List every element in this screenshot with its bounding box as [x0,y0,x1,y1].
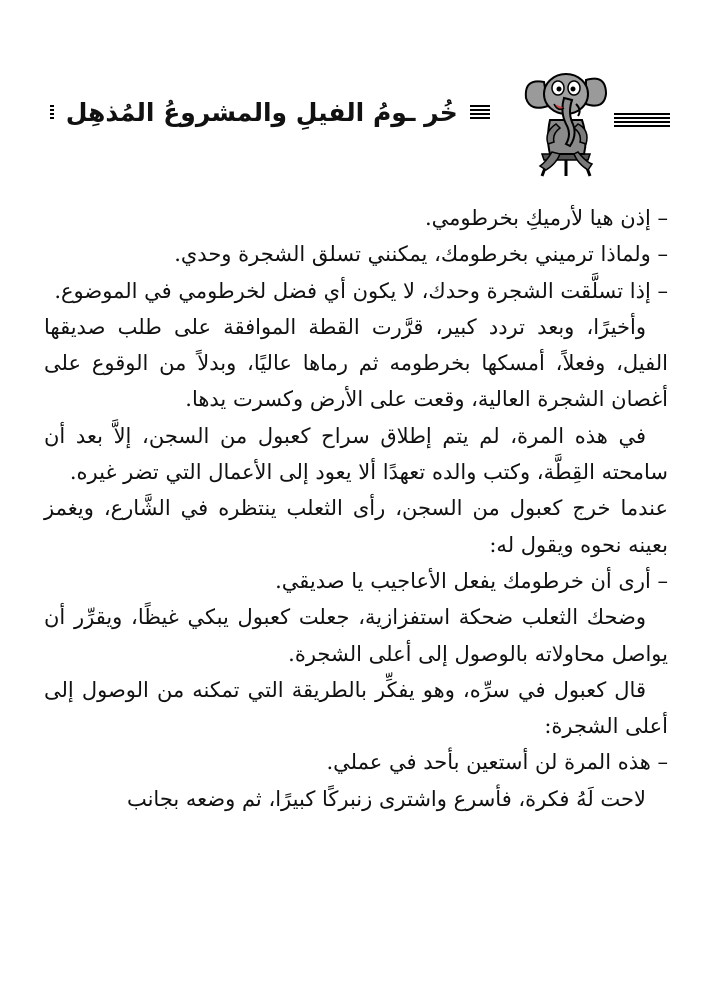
decorative-bars-left [50,105,54,119]
paragraph: عندما خرج كعبول من السجن، رأى الثعلب ينتظره في الشَّارع، ويغمز بعينه نحوه ويقول له: [44,496,668,557]
paragraph: قال كعبول في سرِّه، وهو يفكِّر بالطريقة التي تمكنه من الوصول إلى أعلى الشجرة: [44,677,668,739]
page-title: خُر ـومُ الفيلِ والمشروعُ المُذهِل [65,97,458,127]
dialogue-line: – إذن هيا لأرميكِ بخرطومي. [425,206,668,230]
dialogue-line: – هذه المرة لن أستعين بأحد في عملي. [326,750,668,775]
decorative-bars-far-right [614,113,670,127]
decorative-bars-right [470,105,490,119]
story-text [44,200,668,817]
dialogue-line: – أرى أن خرطومك يفعل الأعاجيب يا صديقي. [275,568,668,593]
elephant-cartoon-icon [520,58,610,178]
paragraph: وضحك الثعلب ضحكة استفزازية، جعلت كعبول يبكي غيظًا، ويقرِّر أن يواصل محاولاته بالوصول إلى أعلى الشجرة. [44,605,668,666]
dialogue-line: – ولماذا ترميني بخرطومك، يمكنني تسلق الشجرة وحدي. [174,242,668,267]
title-bar [50,88,490,136]
paragraph: في هذه المرة، لم يتم إطلاق سراح كعبول من السجن، إلاَّ بعد أن سامحته القِطَّة، وكتب والده تعهدًا ألا يعود إلى الأعمال التي تضر غيره. [44,423,668,485]
paragraph: وأخيرًا، وبعد تردد كبير، قرَّرت القطة الموافقة على طلب صديقها الفيل، وفعلاً، أمسكها بخرطومه ثم رماها عاليًا، وبدلاً من الوقوع على أغصان الشجرة العالية، وقعت على الأرض وكسرت يدها. [44,314,668,412]
page-header [0,0,720,180]
paragraph: لاحت لَهُ فكرة، فأسرع واشترى زنبركًا كبيرًا، ثم وضعه بجانب [126,786,646,811]
dialogue-line: – إذا تسلَّقت الشجرة وحدك، لا يكون أي فضل لخرطومي في الموضوع. [54,278,668,303]
